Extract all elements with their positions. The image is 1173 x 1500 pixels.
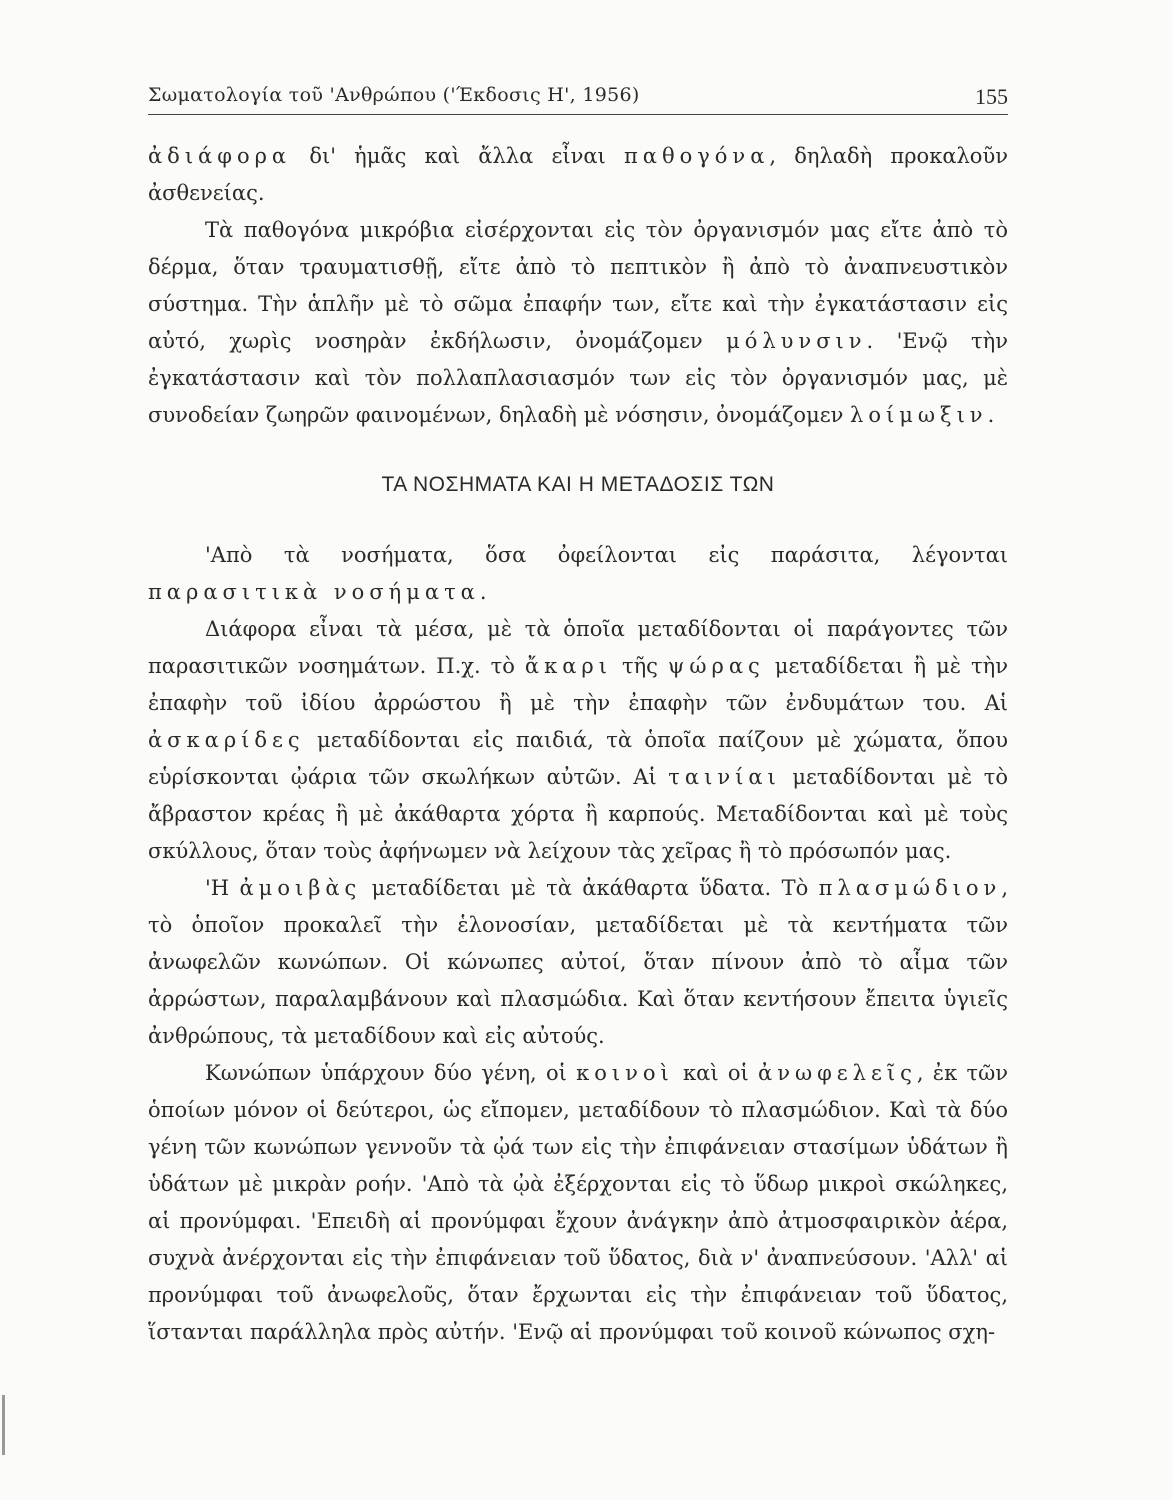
text-run: καὶ οἱ: [673, 1061, 759, 1085]
spaced-term: ψώρας: [667, 654, 765, 678]
paragraph-1: [148, 138, 1008, 212]
spaced-term: ταινίαι: [668, 765, 781, 789]
paragraph-4: [148, 611, 1008, 870]
text-run: , δηλαδὴ προκαλοῦν ἀσθενείας.: [148, 144, 1008, 205]
text-run: δι' ἡμᾶς καὶ ἄλλα εἶναι: [291, 144, 624, 168]
spaced-term: ἀμοιβὰς: [239, 876, 362, 900]
text-run: 'Απὸ τὰ νοσήματα, ὅσα ὀφείλονται εἰς παράσιτα, λέγονται: [205, 543, 1008, 567]
spaced-term: ἀνωφελεῖς: [758, 1061, 917, 1085]
scan-edge-mark: [2, 1395, 5, 1455]
header-title: Σωματολογία τοῦ 'Ανθρώπου ('Έκδοσις Η', 1956): [148, 84, 640, 106]
text-run: . 'Ενῷ τὴν ἐγκατάστασιν καὶ τὸν πολλαπλασιασμόν των εἰς τὸν ὀργανισμόν μας, μὲ συνοδείαν ζωηρῶν φαινομένων, δηλαδὴ μὲ νόσησιν, ὀνομάζομεν: [148, 329, 1009, 427]
text-run: Διάφορα εἶναι τὰ μέσα, μὲ τὰ ὁποῖα μεταδίδονται οἱ παράγοντες τῶν παρασιτικῶν νοσημάτων. Π.χ. τὸ: [148, 617, 1008, 678]
running-header: [148, 84, 1008, 115]
spaced-term: κοινοὶ: [576, 1061, 674, 1085]
text-run: μεταδίδεται ἢ μὲ τὴν ἐπαφὴν τοῦ ἰδίου ἀρρώστου ἢ μὲ τὴν ἐπαφὴν τῶν ἐνδυμάτων του. Αἱ: [148, 654, 1008, 715]
text-run: .: [479, 580, 487, 604]
spaced-term: ἄκαρι: [524, 654, 612, 678]
text-run: .: [987, 403, 995, 427]
text-run: τῆς: [611, 654, 668, 678]
page-number: 155: [975, 84, 1008, 109]
paragraph-3: [148, 537, 1008, 611]
text-run: 'Η: [205, 876, 240, 900]
spaced-term: λοίμωξιν: [850, 403, 988, 427]
paragraph-6: [148, 1055, 1008, 1351]
spaced-term: μόλυνσιν: [726, 329, 867, 353]
text-run: μεταδίδονται μὲ τὸ ἄβραστον κρέας ἢ μὲ ἀκάθαρτα χόρτα ἢ καρπούς. Μεταδίδονται καὶ μὲ τοὺς σκύλλους, ὅταν τοὺς ἀφήνωμεν νὰ λείχουν τὰς χεῖρας ἢ τὸ πρόσωπόν μας.: [148, 765, 1008, 863]
text-run: μεταδίδεται μὲ τὰ ἀκάθαρτα ὕδατα. Τὸ: [361, 876, 819, 900]
text-run: Τὰ παθογόνα μικρόβια εἰσέρχονται εἰς τὸν ὀργανισμόν μας εἴτε ἀπὸ τὸ δέρμα, ὅταν τραυματισθῇ, εἴτε ἀπὸ τὸ πεπτικὸν ἢ ἀπὸ τὸ ἀναπνευστικὸν σύστημα. Τὴν ἁπλῆν μὲ τὸ σῶμα ἐπαφήν των, εἴτε καὶ τὴν ἐγκατάστασιν εἰς αὐτό, χωρὶς νοσηρὰν ἐκδήλωσιν, ὀνομάζομεν: [148, 218, 1008, 353]
text-run: Κωνώπων ὑπάρχουν δύο γένη, οἱ: [205, 1061, 577, 1085]
text-run: , τὸ ὁποῖον προκαλεῖ τὴν ἑλονοσίαν, μεταδίδεται μὲ τὰ κεντήματα τῶν ἀνωφελῶν κωνώπων. Οἱ κώνωπες αὐτοί, ὅταν πίνουν ἀπὸ τὸ αἷμα τῶν ἀρρώστων, παραλαμβάνουν καὶ πλασμώδια. Καὶ ὅταν κεντήσουν ἔπειτα ὑγιεῖς ἀνθρώπους, τὰ μεταδίδουν καὶ εἰς αὐτούς.: [148, 876, 1009, 1048]
spaced-term: παθογόνα: [623, 144, 770, 168]
paragraph-2: [148, 212, 1008, 434]
spaced-term: ἀσκαρίδες: [148, 728, 305, 752]
text-run: μεταδίδονται εἰς παιδιά, τὰ ὁποῖα παίζουν μὲ χώματα, ὅπου εὑρίσκονται ᾠάρια τῶν σκωλήκων αὐτῶν. Αἱ: [148, 728, 1008, 789]
spaced-term: ἀδιάφορα: [148, 144, 292, 168]
section-heading: ΤΑ ΝΟΣΗΜΑΤΑ ΚΑΙ Η ΜΕΤΑΔΟΣΙΣ ΤΩΝ: [381, 473, 775, 496]
spaced-term: παρασιτικὰ νοσήματα: [148, 580, 480, 604]
page-body: [148, 138, 1008, 1351]
spaced-term: πλασμώδιον: [818, 876, 1002, 900]
text-run: , ἐκ τῶν ὁποίων μόνον οἱ δεύτεροι, ὡς εἴπομεν, μεταδίδουν τὸ πλασμώδιον. Καὶ τὰ δύο γένη τῶν κωνώπων γεννοῦν τὰ ᾠά των εἰς τὴν ἐπιφάνειαν στασίμων ὑδάτων ἢ ὑδάτων μὲ μικρὰν ροήν. 'Απὸ τὰ ᾠὰ ἐξέρχονται εἰς τὸ ὕδωρ μικροὶ σκώληκες, αἱ προνύμφαι. 'Επειδὴ αἱ προνύμφαι ἔχουν ἀνάγκην ἀπὸ ἀτμοσφαιρικὸν ἀέρα, συχνὰ ἀνέρχονται εἰς τὴν ἐπιφάνειαν τοῦ ὕδατος, διὰ ν' ἀναπνεύσουν. 'Αλλ' αἱ προνύμφαι τοῦ ἀνωφελοῦς, ὅταν ἔρχωνται εἰς τὴν ἐπιφάνειαν τοῦ ὕδατος, ἵστανται παράλληλα πρὸς αὐτήν. 'Ενῷ αἱ προνύμφαι τοῦ κοινοῦ κώνωπος σχη-: [148, 1061, 1008, 1344]
paragraph-5: [148, 870, 1008, 1055]
